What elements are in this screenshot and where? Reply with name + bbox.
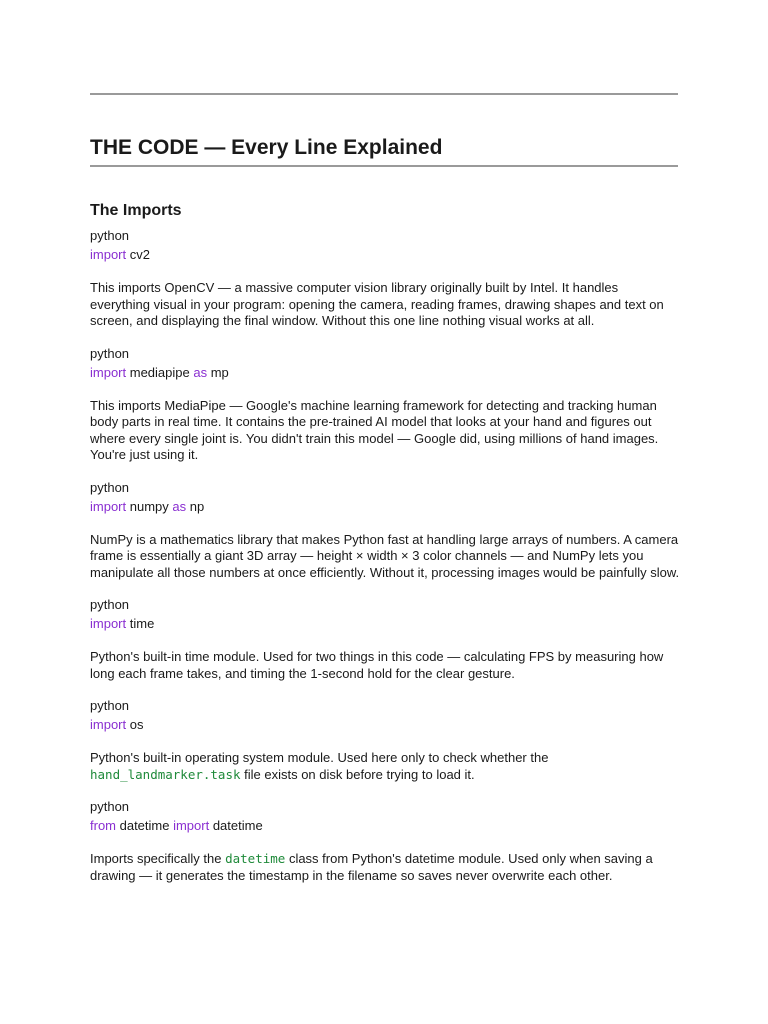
code-text: mp [207,364,229,380]
code-keyword: from [90,818,116,833]
code-keyword: import [90,498,127,514]
explanation-text: Imports specifically the [90,851,226,866]
explanation-paragraph: This imports OpenCV — a massive computer vision library originally built by Intel. It handles everything visual in your program: opening the camera, reading frames, drawing shapes and text on screen, and displaying the final window. Without this one line nothing visual works at all. [90,280,664,328]
explanation-paragraph: This imports MediaPipe — Google's machine learning framework for detecting and tracking human body parts in real time. It contains the pre-trained AI model that looks at your hand and figures out where every single joint is. You didn't train this model — Google did, using millions of hand images. You're just using it. [90,397,659,462]
section-title: The Imports [90,202,182,219]
code-explanation-block [90,697,680,783]
document-content [90,200,680,899]
code-language-label: python [90,597,130,612]
code-keyword: import [90,616,127,631]
code-explanation-block [90,596,680,682]
code-keyword: import [90,247,127,262]
code-language-label: python [90,345,130,361]
code-text: time [126,616,155,631]
explanation-text: Python's built-in operating system module. Used here only to check whether the [90,750,549,765]
code-explanation-block [90,227,680,330]
top-divider [90,93,678,95]
code-keyword: as [193,364,208,380]
code-language-label: python [90,799,130,814]
code-line [90,246,680,264]
code-line [90,817,680,835]
code-keyword: import [90,364,127,380]
inline-code-classname: datetime [225,851,286,866]
explanation-paragraph: Python's built-in time module. Used for two things in this code — calculating FPS by measuring how long each frame takes, and timing the 1-second hold for the clear gesture. [90,649,664,681]
code-explanation-block [90,798,680,884]
code-text: os [126,717,144,732]
code-text: numpy [126,498,173,514]
code-line [90,364,680,382]
code-explanation-block [90,345,680,464]
page-title: THE CODE — Every Line Explained [90,136,443,159]
explanation-text: class from Python's datetime module. Used only when saving a drawing — it generates the timestamp in the filename so saves never overwrite each other. [90,851,653,883]
code-line [90,615,680,633]
code-text: cv2 [126,247,150,262]
code-language-label: python [90,228,130,243]
code-language-label: python [90,479,130,495]
title-divider [90,165,678,167]
explanation-paragraph: NumPy is a mathematics library that makes Python fast at handling large arrays of numbers. A camera frame is essentially a giant 3D array — height × width × 3 color channels — and NumPy lets you manipulate all those numbers at once efficiently. Without it, processing images would be painfully slow. [90,531,680,580]
code-line [90,498,680,516]
code-keyword: import [90,717,127,732]
code-text: datetime [116,818,174,833]
explanation-paragraph [90,851,680,884]
explanation-paragraph [90,750,680,783]
inline-code-filename: hand_landmarker.task [90,766,241,782]
code-keyword: import [173,818,210,833]
code-line [90,716,680,734]
code-text: mediapipe [126,364,194,380]
code-text: np [186,498,205,514]
explanation-text: file exists on disk before trying to load it. [240,766,475,782]
code-explanation-block [90,479,680,582]
code-language-label: python [90,698,130,713]
code-text: datetime [209,818,263,833]
code-keyword: as [172,498,187,514]
